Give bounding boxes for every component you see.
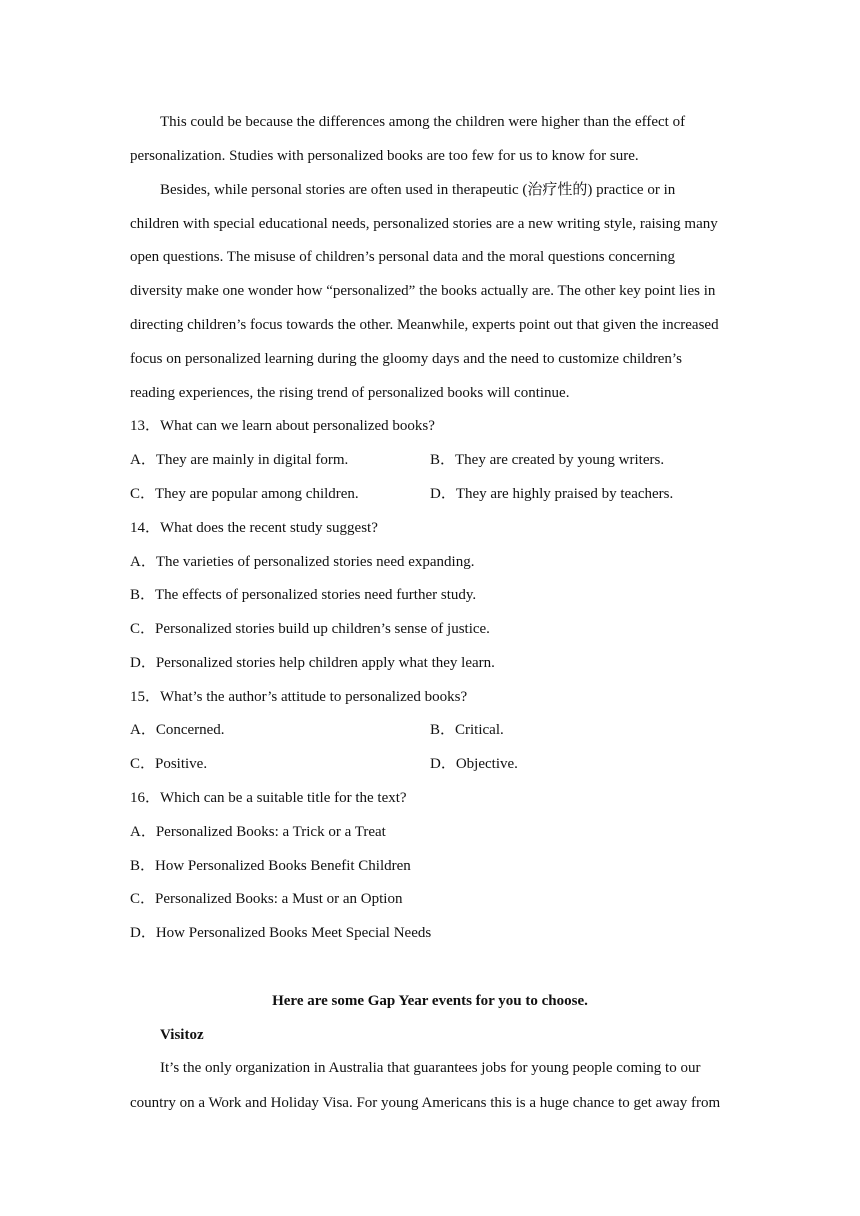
passage-line: focus on personalized learning during the gloomy days and the need to customize children’s <box>130 351 682 367</box>
passage-line: children with special educational needs, personalized stories are a new writing style, raising many <box>130 216 718 232</box>
option-c: C．Positive. <box>130 756 208 772</box>
option-a: A．The varieties of personalized stories need expanding. <box>130 554 475 570</box>
option-a: A．Personalized Books: a Trick or a Treat <box>130 824 386 840</box>
section-title: Here are some Gap Year events for you to choose. <box>272 993 588 1009</box>
option-b: B．They are created by young writers. <box>430 452 665 468</box>
question-stem: 14．What does the recent study suggest? <box>130 520 378 536</box>
option-c: C．Personalized stories build up children’s sense of justice. <box>130 621 490 637</box>
option-b: B．The effects of personalized stories need further study. <box>130 587 477 603</box>
option-a: A．Concerned. <box>130 722 225 738</box>
passage-line: This could be because the differences among the children were higher than the effect of <box>160 114 686 130</box>
passage-line: diversity make one wonder how “personalized” the books actually are. The other key point lies in <box>130 283 716 299</box>
option-a: A．They are mainly in digital form. <box>130 452 349 468</box>
passage-line: reading experiences, the rising trend of personalized books will continue. <box>130 385 570 401</box>
question-stem: 15．What’s the author’s attitude to personalized books? <box>130 689 468 705</box>
option-c: C．They are popular among children. <box>130 486 359 502</box>
passage-line: personalization. Studies with personalized books are too few for us to know for sure. <box>130 148 639 164</box>
option-d: D．Personalized stories help children apply what they learn. <box>130 655 495 671</box>
section-line: country on a Work and Holiday Visa. For young Americans this is a huge chance to get away from <box>130 1095 721 1111</box>
option-d: D．How Personalized Books Meet Special Needs <box>130 925 432 941</box>
option-c: C．Personalized Books: a Must or an Option <box>130 891 403 907</box>
passage-line: Besides, while personal stories are often used in therapeutic (治疗性的) practice or in <box>160 182 676 198</box>
option-b: B．How Personalized Books Benefit Children <box>130 858 411 874</box>
section-line: It’s the only organization in Australia that guarantees jobs for young people coming to our <box>160 1060 701 1076</box>
option-d: D．Objective. <box>430 756 518 772</box>
question-stem: 13．What can we learn about personalized books? <box>130 418 435 434</box>
passage-line: directing children’s focus towards the other. Meanwhile, experts point out that given the increased <box>130 317 719 333</box>
section-subheading: Visitoz <box>160 1027 204 1043</box>
option-d: D．They are highly praised by teachers. <box>430 486 674 502</box>
passage-line: open questions. The misuse of children’s personal data and the moral questions concerning <box>130 249 676 265</box>
option-b: B．Critical. <box>430 722 504 738</box>
question-stem: 16．Which can be a suitable title for the text? <box>130 790 407 806</box>
